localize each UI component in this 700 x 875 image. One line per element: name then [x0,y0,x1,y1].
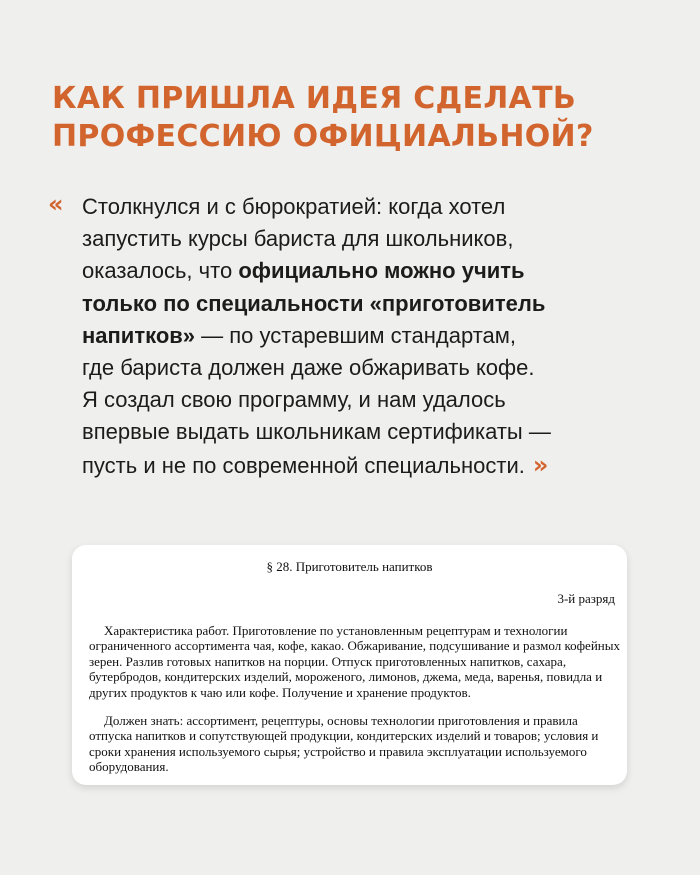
document-line: ограниченного ассортимента чая, кофе, какао. Обжаривание, подсушивание и размол кофейных [89,638,620,654]
quote-line-8: впервые выдать школьникам сертификаты — [82,419,551,445]
document-grade: 3-й разряд [557,591,615,606]
document-title: § 28. Приготовитель напитков [266,559,433,574]
quote-text: оказалось, что [82,258,239,284]
quote-line-1: Столкнулся и с бюрократией: когда хотел [82,194,506,219]
quote-line-3 [82,255,662,287]
quote-line-6: где бариста должен даже обжаривать кофе. [82,355,535,381]
quote-line-5 [82,320,662,352]
quote-bold-text: напитков» [82,322,196,348]
document-line: Должен знать: ассортимент, рецептуры, основы технологии приготовления и правила [104,713,578,728]
document-line: бутербродов, кондитерских изделий, мороженого, лимонов, джема, меда, варенья, повидла и [89,669,603,685]
document-line: отпуска напитков и сопутствующей продукции, кондитерских изделий и товаров; условия и [89,728,599,744]
headline-line-1: КАК ПРИШЛА ИДЕЯ СДЕЛАТЬ [52,81,577,116]
quote-text: пусть и не по современной специальности. [82,452,525,478]
quote-line-7: Я создал свою программу, и нам удалось [82,387,506,413]
quote-line-9 [82,449,662,482]
close-quote-icon: » [532,450,544,479]
headline-line-2: ПРОФЕССИЮ ОФИЦИАЛЬНОЙ? [52,119,594,154]
quote-block [82,191,662,482]
quote-bold-text: только по специальности «приготовитель [82,290,546,316]
document-paragraph-knowledge [89,713,614,775]
document-paragraph-work-description [89,623,620,700]
document-line: сроки хранения используемого сырья; устройство и правила эксплуатации используемого [89,743,587,759]
headline [52,80,672,156]
quote-line-2: запустить курсы бариста для школьников, [82,226,514,252]
quote-line-4 [82,288,662,320]
document-line: Характеристика работ. Приготовление по установленным рецептурам и технологии [104,623,568,638]
document-excerpt-card [72,545,627,785]
document-line: других продуктов к чаю или кофе. Получение и хранение продуктов. [89,684,471,700]
quote-bold-text: официально можно учить [238,258,525,284]
document-line: зерен. Разлив готовых напитков на порции. Отпуск приготовленных напитков, сахара, [89,653,567,669]
quote-text: — по устаревшим стандартам, [195,322,517,348]
open-quote-icon: « [48,190,59,218]
document-line: оборудования. [89,759,169,775]
